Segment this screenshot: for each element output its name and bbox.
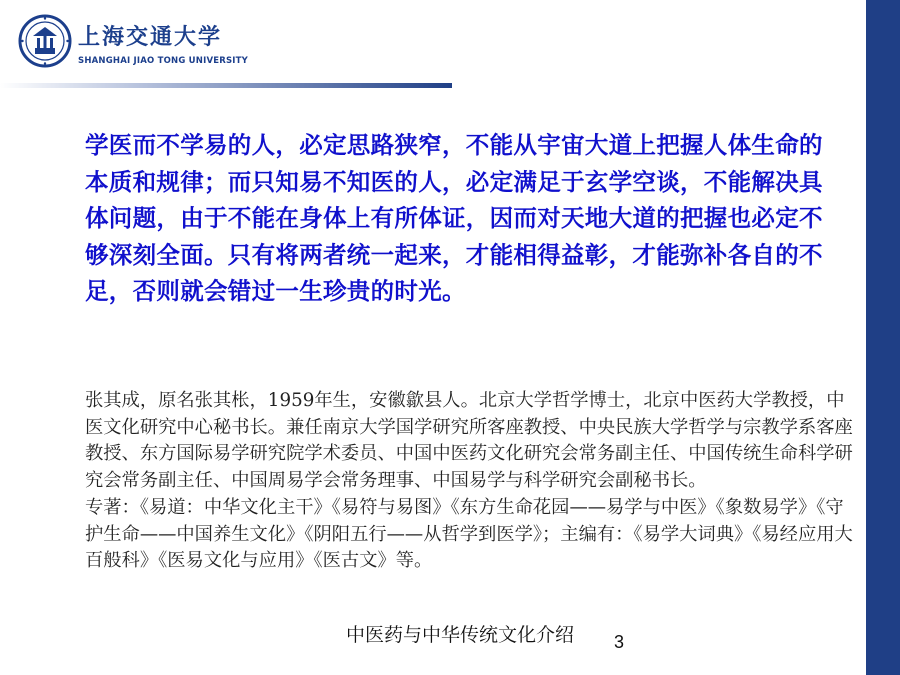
school-name-en: SHANGHAI JIAO TONG UNIVERSITY [78,56,249,66]
school-name-cn: 上海交通大学 [78,24,223,50]
university-logo [18,14,249,72]
page-number: 3 [614,632,625,652]
footer-title: 中医药与中华传统文化介绍 [345,624,574,646]
quote-text: 学医而不学易的人，必定思路狭窄，不能从宇宙大道上把握人体生命的本质和规律；而只知易不知医的人，必定满足于玄学空谈，不能解决具体问题，由于不能在身体上有所体证，因而对天地大道的把握也必定不够深刻全面。只有将两者统一起来，才能相得益彰，才能弥补各自的不足，否则就会错过一生珍贵的时光。 [85,131,823,305]
right-accent-bar [866,0,900,675]
author-bio [85,388,855,575]
header-divider [0,83,452,88]
university-emblem-icon [18,14,72,68]
bio-works: 专著：《易道：中华文化主干》《易符与易图》《东方生命花园——易学与中医》《象数易学》《守护生命——中国养生文化》《阴阳五行——从哲学到医学》；主编有：《易学大词典》《易经应用大百般科》《医易文化与应用》《医古文》等。 [85,496,853,572]
bio-intro: 张其成，原名张其枨，1959年生，安徽歙县人。北京大学哲学博士，北京中医药大学教授，中医文化研究中心秘书长。兼任南京大学国学研究所客座教授、中央民族大学哲学与宗教学系客座教授、东方国际易学研究院学术委员、中国中医药文化研究会常务副主任、中国传统生命科学研究会常务副主任、中国周易学会常务理事、中国易学与科学研究会副秘书长。 [85,390,853,492]
